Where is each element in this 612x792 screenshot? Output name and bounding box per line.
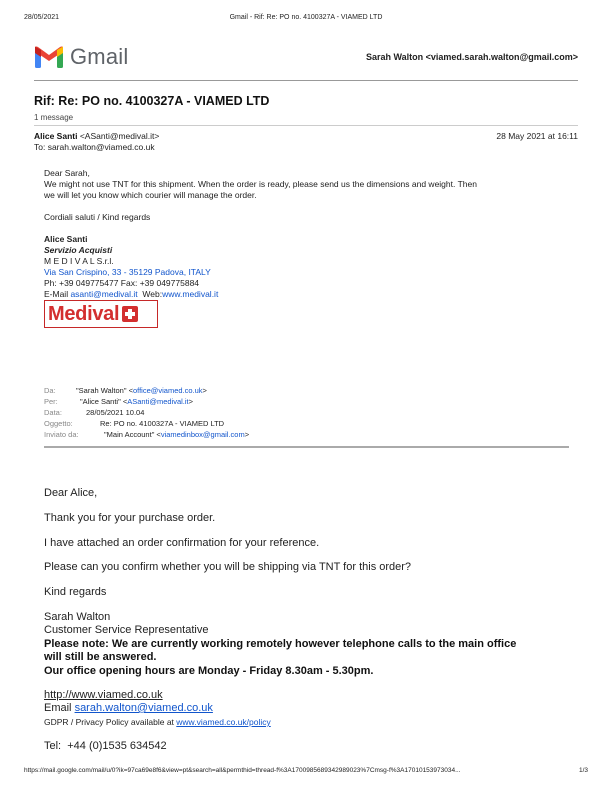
quoted-para-2: I have attached an order confirmation for your reference. xyxy=(44,537,320,549)
signature-role: Servizio Acquisti xyxy=(44,245,113,255)
medival-logo-text: Medival xyxy=(48,302,120,325)
fwd-from-label: Da: xyxy=(44,386,56,395)
quoted-email-link[interactable]: sarah.walton@viamed.co.uk xyxy=(74,702,213,714)
fwd-sent-by-close: > xyxy=(244,430,250,439)
account-label: Sarah Walton <viamed.sarah.walton@gmail.com> xyxy=(365,52,578,62)
fwd-date-value: 28/05/2021 10.04 xyxy=(86,408,145,417)
sender-name: Alice Santi xyxy=(34,131,78,141)
signature-web-link[interactable]: www.medival.it xyxy=(162,289,219,299)
fwd-to-email-link[interactable]: ASanti@medival.it xyxy=(127,397,189,406)
signature-name: Alice Santi xyxy=(44,234,88,244)
gmail-m-icon xyxy=(34,45,64,69)
signature-company: M E D I V A L S.r.l. xyxy=(44,256,114,266)
print-footer-url: https://mail.google.com/mail/u/0?ik=97ca69e8f6&view=pt&search=all&permthid=thread-f%3A1700985689342989023%7Cmsg-f%3A17010153973034... xyxy=(24,767,461,774)
fwd-sent-by xyxy=(44,430,249,439)
fwd-from xyxy=(44,386,207,395)
quoted-tel: Tel: +44 (0)1535 634542 xyxy=(44,740,167,752)
fwd-subject xyxy=(44,419,224,428)
gmail-logo[interactable] xyxy=(34,44,128,70)
quoted-gdpr-link[interactable]: www.viamed.co.uk/policy xyxy=(176,717,271,727)
quoted-gdpr-label: GDPR / Privacy Policy available at xyxy=(44,717,177,727)
quoted-note-line-2: will still be answered. xyxy=(44,651,157,663)
fwd-to-close: > xyxy=(188,397,194,406)
web-label: Web: xyxy=(137,289,163,299)
quoted-sender-title: Customer Service Representative xyxy=(44,624,209,636)
fwd-date xyxy=(44,408,144,417)
body-line-2: we will let you know which courier will manage the order. xyxy=(44,190,257,200)
print-page-number: 1/3 xyxy=(578,767,588,774)
fwd-to xyxy=(44,397,193,406)
signature-address-link[interactable]: Via San Crispino, 33 - 35129 Padova, ITALY xyxy=(44,267,211,277)
quoted-greeting: Dear Alice, xyxy=(44,487,98,499)
thread-subject: Rif: Re: PO no. 4100327A - VIAMED LTD xyxy=(34,94,270,108)
medival-logo xyxy=(44,300,158,328)
quoted-gdpr-line xyxy=(44,717,271,727)
body-closing: Cordiali saluti / Kind regards xyxy=(44,212,151,222)
email-label: E-Mail xyxy=(44,289,71,299)
quoted-note-line-3: Our office opening hours are Monday - Friday 8.30am - 5.30pm. xyxy=(44,665,374,677)
fwd-sent-by-label: Inviato da: xyxy=(44,430,79,439)
medical-cross-icon xyxy=(122,306,138,322)
quoted-email-label: Email xyxy=(44,702,75,714)
fwd-from-email-link[interactable]: office@viamed.co.uk xyxy=(132,386,203,395)
fwd-date-label: Data: xyxy=(44,408,62,417)
fwd-to-label: Per: xyxy=(44,397,58,406)
quoted-para-1: Thank you for your purchase order. xyxy=(44,512,216,524)
fwd-sent-by-email-link[interactable]: viamedinbox@gmail.com xyxy=(160,430,245,439)
header-divider xyxy=(34,80,578,81)
fwd-subject-label: Oggetto: xyxy=(44,419,73,428)
body-line-1: We might not use TNT for this shipment. When the order is ready, please send us the dimensions and weight. Then xyxy=(44,179,477,189)
fwd-sent-by-name: "Main Account" < xyxy=(104,430,161,439)
sender-email: <ASanti@medival.it> xyxy=(79,131,160,141)
fwd-from-name: "Sarah Walton" < xyxy=(76,386,133,395)
print-date: 28/05/2021 xyxy=(24,14,60,21)
quoted-note-line-1: Please note: We are currently working remotely however telephone calls to the main office xyxy=(44,638,517,650)
signature-contact xyxy=(44,289,218,300)
fwd-subject-value: Re: PO no. 4100327A - VIAMED LTD xyxy=(100,419,225,428)
gmail-wordmark: Gmail xyxy=(70,44,129,69)
fwd-from-close: > xyxy=(202,386,207,395)
quoted-email-line xyxy=(44,702,213,714)
quoted-website-link[interactable]: http://www.viamed.co.uk xyxy=(44,689,163,701)
message-count: 1 message xyxy=(34,113,74,122)
signature-phone: Ph: +39 049775477 Fax: +39 049775884 xyxy=(44,278,200,288)
print-title: Gmail - Rif: Re: PO no. 4100327A - VIAMED LTD xyxy=(229,14,383,21)
forwarded-divider xyxy=(44,446,569,448)
quoted-closing: Kind regards xyxy=(44,586,107,598)
body-greeting: Dear Sarah, xyxy=(44,168,90,178)
signature-email-link[interactable]: asanti@medival.it xyxy=(70,289,138,299)
fwd-to-name: "Alice Santi" < xyxy=(80,397,128,406)
message-from xyxy=(34,131,159,141)
message-to: To: sarah.walton@viamed.co.uk xyxy=(34,142,155,152)
quoted-para-3: Please can you confirm whether you will be shipping via TNT for this order? xyxy=(44,561,412,573)
thread-divider xyxy=(34,125,578,126)
message-date: 28 May 2021 at 16:11 xyxy=(496,131,578,141)
quoted-sender-name: Sarah Walton xyxy=(44,611,111,623)
